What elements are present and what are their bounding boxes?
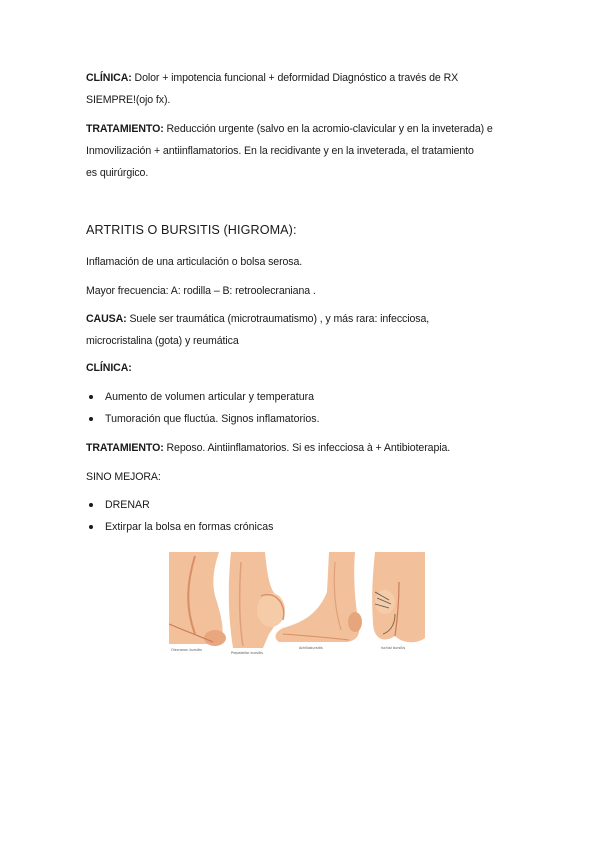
clinica2-list [86, 386, 320, 430]
clinica-paragraph [86, 67, 514, 111]
clinica-label: CLÍNICA: [86, 72, 132, 84]
causa-line-2: microcristalina (gota) y reumática [86, 335, 239, 347]
causa-paragraph [86, 308, 514, 352]
tratamiento-line-2: Inmovilización + antiinflamatorios. En la recidivante y en la inveterada, el tratamiento [86, 145, 474, 157]
tratamiento-paragraph [86, 118, 514, 184]
clinica-line-1 [86, 67, 514, 89]
clinica2-label [86, 357, 514, 379]
caption-achillo: Achillobursitis [299, 646, 323, 650]
sino-label: SINO MEJORA: [86, 471, 161, 483]
tratamiento-label: TRATAMIENTO: [86, 123, 164, 135]
frecuencia-text: Mayor frecuencia: A: rodilla – B: retroolecraniana . [86, 285, 316, 297]
clinica2-label-text: CLÍNICA: [86, 362, 132, 374]
caption-olecranon: Olecranon bursitis [171, 648, 202, 652]
section-heading: ARTRITIS O BURSITIS (HIGROMA): [86, 223, 297, 237]
ischial-bursitis-image [372, 552, 425, 650]
list-item: Extirpar la bolsa en formas crónicas [86, 516, 273, 538]
causa-line-1 [86, 308, 514, 330]
caption-ischial: Ischial bursitis [381, 646, 406, 650]
causa-text-1: Suele ser traumática (microtraumatismo) , y más rara: infecciosa, [129, 313, 430, 325]
tratamiento2-label: TRATAMIENTO: [86, 442, 164, 454]
clinica-text-1: Dolor + impotencia funcional + deformidad Diagnóstico a través de RX [134, 72, 459, 84]
olecranon-bursitis-image [169, 552, 226, 652]
list-item: Tumoración que fluctúa. Signos inflamatorios. [86, 408, 320, 430]
tratamiento2-text: Reposo. Aintiinflamatorios. Si es infecciosa à + Antibioterapia. [166, 442, 451, 454]
tratamiento-line-3: es quirúrgico. [86, 167, 149, 179]
tratamiento-text-1: Reducción urgente (salvo en la acromio-clavicular y en la inveterada) e [166, 123, 493, 135]
tratamiento-line-1 [86, 118, 514, 140]
bursitis-illustration [169, 552, 427, 656]
achillobursitis-image [276, 552, 362, 650]
caption-prepatellar: Prepatellar bursitis [231, 651, 263, 655]
sino-list [86, 494, 273, 538]
list-item: Aumento de volumen articular y temperatura [86, 386, 320, 408]
clinica-line-2: SIEMPRE!(ojo fx). [86, 94, 171, 106]
tratamiento2-paragraph [86, 437, 514, 459]
definition-text: Inflamación de una articulación o bolsa serosa. [86, 256, 303, 268]
list-item: DRENAR [86, 494, 273, 516]
causa-label: CAUSA: [86, 313, 127, 325]
